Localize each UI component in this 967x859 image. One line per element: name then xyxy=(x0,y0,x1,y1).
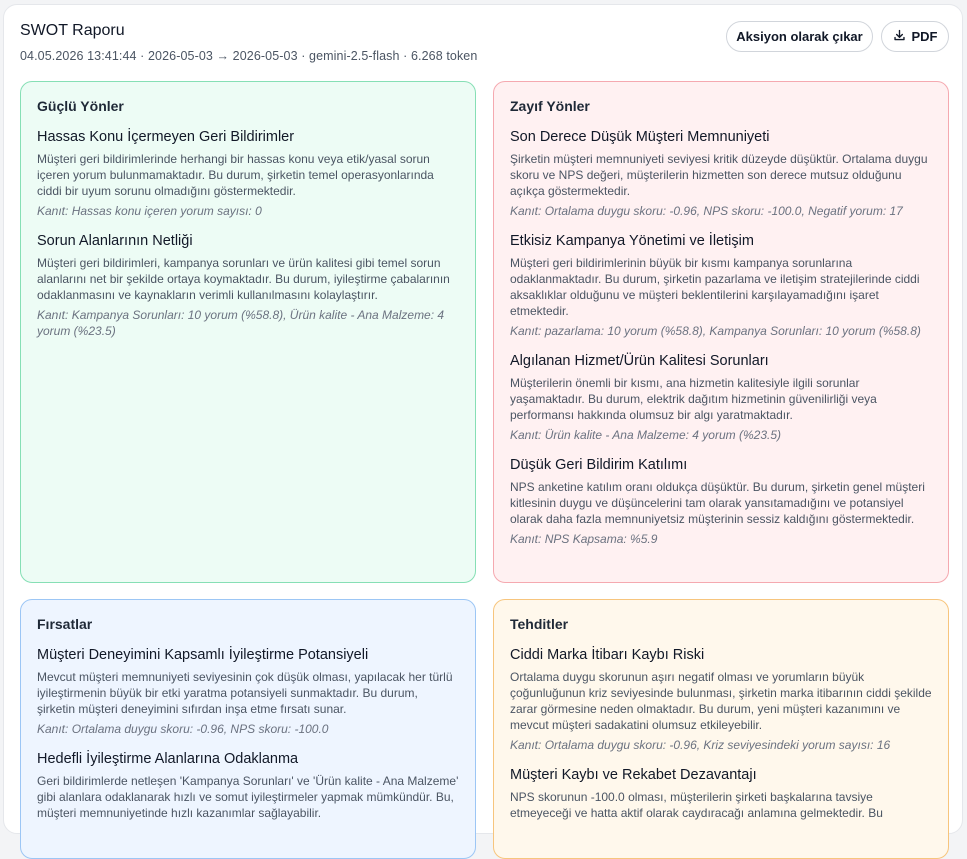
item-description: Geri bildirimlerde netleşen 'Kampanya Sorunları' ve 'Ürün kalite - Ana Malzeme' gibi alanlara odaklanarak hızlı ve somut iyileştirmeler yapmak mümkündür. Bu, müşteri memnuniyetinde hızlı kazanımlar sağlayabilir. xyxy=(37,774,459,820)
swot-item xyxy=(510,129,932,219)
weaknesses-title: Zayıf Yönler xyxy=(510,98,590,114)
item-description: Müşteri geri bildirimlerinin büyük bir kısmı kampanya sorunlarına odaklanmaktadır. Bu durum, şirketin pazarlama ve iletişim stratejilerinde ciddi aksaklıklar olduğunu ve müşteri beklentilerini karşılayamadığını işaret etmektedir. xyxy=(510,256,920,318)
pdf-button[interactable] xyxy=(881,21,949,52)
item-evidence: Kanıt: NPS Kapsama: %5.9 xyxy=(510,532,658,546)
page-title: SWOT Raporu xyxy=(20,22,125,39)
item-title: Ciddi Marka İtibarı Kaybı Riski xyxy=(510,647,705,663)
opportunities-card xyxy=(20,599,476,859)
swot-item xyxy=(510,647,932,753)
swot-item xyxy=(510,767,932,821)
item-description: NPS anketine katılım oranı oldukça düşüktür. Bu durum, şirketin genel müşteri kitlesinin duygu ve düşüncelerini tam olarak yansıtamadığını ve potansiyel olarak daha fazla memnuniyetsiz müşterinin sessiz kaldığını göstermektedir. xyxy=(510,480,925,526)
swot-item xyxy=(37,647,459,737)
item-description: Mevcut müşteri memnuniyeti seviyesinin çok düşük olması, yapılacak her türlü iyileştirmenin büyük bir etki yaratma potansiyeli sunmaktadır. Bu durum, şirketin müşteri deneyimini sıfırdan inşa etme fırsatı sunar. xyxy=(37,670,453,716)
download-icon xyxy=(893,29,906,45)
swot-item xyxy=(510,233,932,339)
swot-item xyxy=(37,751,459,821)
swot-item xyxy=(510,353,932,443)
item-description: Şirketin müşteri memnuniyeti seviyesi kritik düzeyde düşüktür. Ortalama duygu skoru ve NPS değeri, müşterilerin hizmetten son derece mutsuz olduğunu açıkça göstermektedir. xyxy=(510,152,928,198)
threats-card xyxy=(493,599,949,859)
item-evidence: Kanıt: pazarlama: 10 yorum (%58.8), Kampanya Sorunları: 10 yorum (%58.8) xyxy=(510,324,921,338)
item-title: Hedefli İyileştirme Alanlarına Odaklanma xyxy=(37,751,299,767)
item-evidence: Kanıt: Ortalama duygu skoru: -0.96, NPS skoru: -100.0, Negatif yorum: 17 xyxy=(510,204,903,218)
item-title: Müşteri Deneyimini Kapsamlı İyileştirme Potansiyeli xyxy=(37,647,369,663)
strengths-title: Güçlü Yönler xyxy=(37,98,124,114)
swot-item xyxy=(510,457,932,547)
item-evidence: Kanıt: Ortalama duygu skoru: -0.96, NPS skoru: -100.0 xyxy=(37,722,329,736)
report-meta: 04.05.2026 13:41:44 · 2026-05-03 → 2026-05-03 · gemini-2.5-flash · 6.268 token xyxy=(20,49,478,63)
item-title: Sorun Alanlarının Netliği xyxy=(37,233,193,249)
item-evidence: Kanıt: Kampanya Sorunları: 10 yorum (%58.8), Ürün kalite - Ana Malzeme: 4 yorum (%23.5) xyxy=(37,308,445,338)
item-title: Hassas Konu İçermeyen Geri Bildirimler xyxy=(37,129,295,145)
export-actions-button[interactable] xyxy=(726,21,873,52)
item-title: Algılanan Hizmet/Ürün Kalitesi Sorunları xyxy=(510,353,769,369)
item-description: Müşteri geri bildirimlerinde herhangi bir hassas konu veya etik/yasal sorun içeren yorum bulunmamaktadır. Bu durum, şirketin temel operasyonlarında ciddi bir uyum sorunu olmadığını göstermektedir. xyxy=(37,152,434,198)
item-description: Müşterilerin önemli bir kısmı, ana hizmetin kalitesiyle ilgili sorunlar yaşamaktadır. Bu durum, elektrik dağıtım hizmetinin güvenilirliği veya performansı hakkında olumsuz bir algı yaratmaktadır. xyxy=(510,376,877,422)
item-title: Düşük Geri Bildirim Katılımı xyxy=(510,457,688,473)
item-evidence: Kanıt: Ürün kalite - Ana Malzeme: 4 yorum (%23.5) xyxy=(510,428,781,442)
weaknesses-card xyxy=(493,81,949,583)
threats-title: Tehditler xyxy=(510,616,569,632)
swot-item xyxy=(37,129,459,219)
item-description: NPS skorunun -100.0 olması, müşterilerin şirketi başkalarına tavsiye etmeyeceği ve hatta aktif olarak caydıracağı anlamına gelmektedir. Bu xyxy=(510,790,883,820)
item-title: Etkisiz Kampanya Yönetimi ve İletişim xyxy=(510,233,754,249)
pdf-label: PDF xyxy=(911,29,938,44)
item-title: Müşteri Kaybı ve Rekabet Dezavantajı xyxy=(510,767,757,783)
strengths-card xyxy=(20,81,476,583)
item-evidence: Kanıt: Hassas konu içeren yorum sayısı: 0 xyxy=(37,204,262,218)
opportunities-title: Fırsatlar xyxy=(37,616,93,632)
item-title: Son Derece Düşük Müşteri Memnuniyeti xyxy=(510,129,770,145)
export-actions-label: Aksiyon olarak çıkar xyxy=(736,29,863,44)
item-description: Ortalama duygu skorunun aşırı negatif olması ve yorumların büyük çoğunluğunun kriz seviyesinde bulunması, şirketin marka itibarının ciddi şekilde zarar görmesine neden olmaktadır. Bu durum, yeni müşteri kazanımını ve mevcut müşteri sadakatini olumsuz etkileyebilir. xyxy=(510,670,932,732)
item-evidence: Kanıt: Ortalama duygu skoru: -0.96, Kriz seviyesindeki yorum sayısı: 16 xyxy=(510,738,891,752)
item-description: Müşteri geri bildirimleri, kampanya sorunları ve ürün kalitesi gibi temel sorun alanlarını net bir şekilde ortaya koymaktadır. Bu durum, iyileştirme çabalarının odaklanmasını ve kaynakların verimli kullanılmasını kolaylaştırır. xyxy=(37,256,450,302)
swot-item xyxy=(37,233,459,339)
swot-report-panel xyxy=(3,4,963,834)
